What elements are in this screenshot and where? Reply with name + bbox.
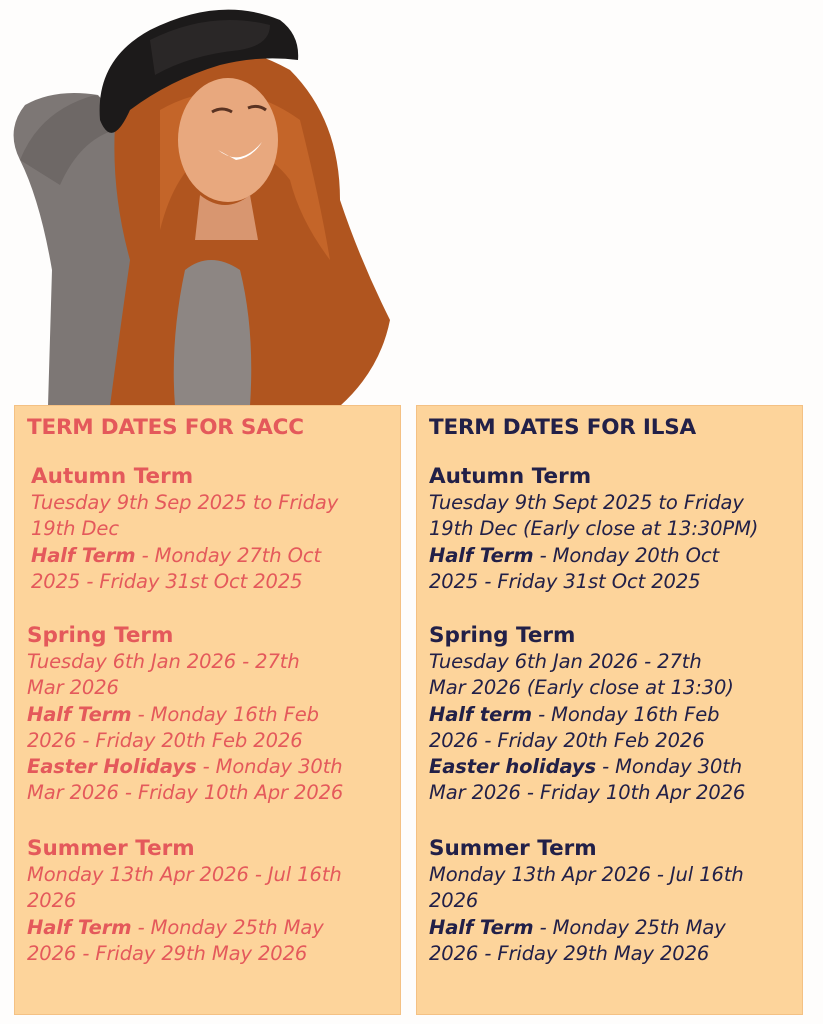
ilsa-term-dates-panel <box>416 405 803 1015</box>
easter-holidays-label: Easter Holidays <box>27 755 197 779</box>
half-term-label: Half Term <box>429 915 534 939</box>
half-term-label: Half Term <box>27 915 132 939</box>
sacc-autumn-term <box>31 464 391 595</box>
term-dates-line: 2026 <box>429 889 479 913</box>
half-term-dates: - Monday 16th Feb <box>532 702 720 726</box>
term-dates-line: Mar 2026 <box>27 676 119 700</box>
term-heading: Spring Term <box>429 623 576 648</box>
ilsa-panel-title: TERM DATES FOR ILSA <box>429 415 696 440</box>
sacc-spring-term <box>27 623 387 807</box>
term-heading: Summer Term <box>27 836 195 861</box>
half-term-line <box>429 702 789 728</box>
face-shape <box>178 78 278 202</box>
half-term-line: 2026 - Friday 29th May 2026 <box>429 941 710 965</box>
sacc-panel-title: TERM DATES FOR SACC <box>27 415 304 440</box>
term-dates-line: 2026 <box>27 889 77 913</box>
term-dates-line: Tuesday 6th Jan 2026 - 27th <box>429 650 702 673</box>
sacc-term-dates-panel <box>14 405 401 1015</box>
half-term-line: 2026 - Friday 20th Feb 2026 <box>27 728 303 752</box>
easter-holidays-line <box>429 754 789 780</box>
term-heading: Summer Term <box>429 836 597 861</box>
half-term-label: Half Term <box>429 543 534 567</box>
smiling-woman-photo <box>0 0 410 406</box>
half-term-line <box>429 915 789 941</box>
half-term-dates: - Monday 25th May <box>131 915 324 939</box>
half-term-line <box>27 702 387 728</box>
half-term-label: Half term <box>429 702 533 726</box>
half-term-label: Half Term <box>27 702 132 726</box>
easter-holidays-label: Easter holidays <box>429 755 597 779</box>
term-heading: Autumn Term <box>429 464 592 489</box>
ilsa-autumn-term <box>429 464 789 595</box>
half-term-line <box>31 543 391 569</box>
easter-holidays-line: Mar 2026 - Friday 10th Apr 2026 <box>27 781 344 805</box>
term-heading: Spring Term <box>27 623 174 648</box>
term-dates-line: Tuesday 9th Sept 2025 to Friday <box>429 491 744 514</box>
term-dates-line: Monday 13th Apr 2026 - Jul 16th <box>27 863 342 886</box>
term-dates-line: Mar 2026 (Early close at 13:30) <box>429 676 734 700</box>
easter-holidays-dates: - Monday 30th <box>196 755 343 779</box>
term-dates-line: Monday 13th Apr 2026 - Jul 16th <box>429 863 744 886</box>
easter-holidays-line: Mar 2026 - Friday 10th Apr 2026 <box>429 781 746 805</box>
term-dates-line: 19th Dec (Early close at 13:30PM) <box>429 517 759 541</box>
term-dates-line: Tuesday 6th Jan 2026 - 27th <box>27 650 300 673</box>
half-term-line: 2026 - Friday 20th Feb 2026 <box>429 728 705 752</box>
easter-holidays-line <box>27 754 387 780</box>
half-term-line: 2026 - Friday 29th May 2026 <box>27 941 308 965</box>
half-term-line <box>27 915 387 941</box>
term-heading: Autumn Term <box>31 464 194 489</box>
half-term-dates: - Monday 27th Oct <box>135 543 322 567</box>
term-dates-line: Tuesday 9th Sep 2025 to Friday <box>31 491 339 514</box>
half-term-dates: - Monday 20th Oct <box>533 543 720 567</box>
easter-holidays-dates: - Monday 30th <box>596 755 743 779</box>
half-term-label: Half Term <box>31 543 136 567</box>
half-term-line: 2025 - Friday 31st Oct 2025 <box>31 569 303 593</box>
half-term-line <box>429 543 789 569</box>
sacc-summer-term <box>27 836 387 967</box>
term-dates-line: 19th Dec <box>31 517 119 541</box>
half-term-dates: - Monday 25th May <box>533 915 726 939</box>
half-term-line: 2025 - Friday 31st Oct 2025 <box>429 569 701 593</box>
half-term-dates: - Monday 16th Feb <box>131 702 319 726</box>
ilsa-summer-term <box>429 836 789 967</box>
ilsa-spring-term <box>429 623 789 807</box>
